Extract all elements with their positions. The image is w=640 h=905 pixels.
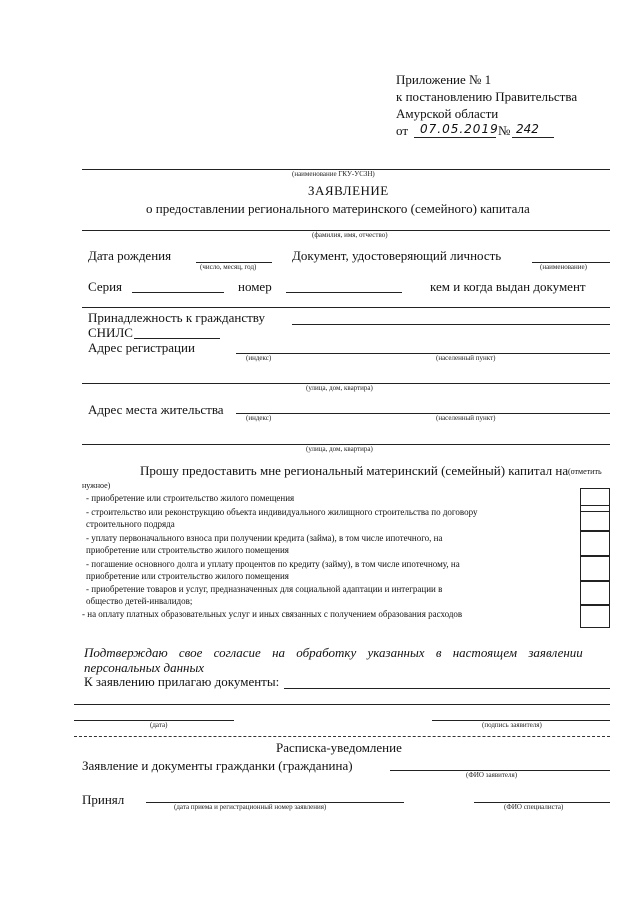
- residence-address-label: Адрес места жительства: [88, 402, 224, 417]
- checkbox-down-payment[interactable]: [580, 530, 610, 557]
- consent-line-1: Подтверждаю свое согласие на обработку указанных в настоящем заявлении: [84, 645, 583, 660]
- identity-doc-label: Документ, удостоверяющий личность: [292, 248, 502, 263]
- doc-name-caption: (наименование): [540, 263, 587, 271]
- number-label: номер: [238, 279, 272, 294]
- number-sign: №: [498, 123, 511, 138]
- option-loan-repayment-cont: приобретение или строительство жилого помещения: [86, 571, 289, 581]
- series-line: [132, 292, 224, 293]
- option-disabled-children-cont: общество детей-инвалидов;: [86, 596, 193, 606]
- citizenship-label: Принадлежность к гражданству: [88, 310, 265, 325]
- option-disabled-children: - приобретение товаров и услуг, предназначенных для социальной адаптации и интеграции в: [86, 584, 443, 594]
- accepted-label: Принял: [82, 792, 125, 807]
- checkbox-education[interactable]: [580, 604, 610, 628]
- request-note-end: нужное): [82, 481, 111, 490]
- reg-index-line: [236, 353, 610, 354]
- option-down-payment-cont: приобретение или строительство жилого помещения: [86, 545, 289, 555]
- res-index-line: [236, 413, 610, 414]
- organization-caption: (наименование ГКУ-УСЗН): [292, 170, 375, 178]
- signature-caption: (подпись заявителя): [482, 721, 542, 729]
- res-index-caption: (индекс): [246, 414, 272, 422]
- accept-date-caption: (дата приема и регистрационный номер заявления): [174, 803, 327, 811]
- receipt-docs-line: Заявление и документы гражданки (гражданина): [82, 758, 353, 773]
- option-construction: - строительство или реконструкцию объекта индивидуального жилищного строительства по договору: [86, 507, 478, 517]
- snils-label: СНИЛС: [88, 325, 133, 340]
- specialist-fio-caption: (ФИО специалиста): [504, 803, 564, 811]
- number-line: [286, 292, 402, 293]
- attachments-line-2: [74, 704, 610, 705]
- option-construction-cont: строительного подряда: [86, 519, 175, 529]
- resolution-number: 242: [516, 122, 539, 136]
- issued-by-label: кем и когда выдан документ: [430, 279, 586, 294]
- series-label: Серия: [88, 279, 123, 294]
- number-underline: [512, 137, 554, 138]
- birth-date-label: Дата рождения: [88, 248, 172, 263]
- resolution-line: к постановлению Правительства: [396, 89, 578, 104]
- res-street-caption: (улица, дом, квартира): [306, 445, 373, 453]
- attachments-line-1: [284, 688, 610, 689]
- reg-street-caption: (улица, дом, квартира): [306, 384, 373, 392]
- date-caption: (дата): [150, 721, 168, 729]
- applicant-fio-caption: (ФИО заявителя): [466, 771, 518, 779]
- issued-by-line: [82, 307, 610, 308]
- cut-line: [74, 736, 610, 737]
- reg-index-caption: (индекс): [246, 354, 272, 362]
- receipt-title: Расписка-уведомление: [276, 740, 402, 755]
- snils-line: [134, 338, 220, 339]
- date-prefix: от: [396, 123, 409, 138]
- reg-locality-caption: (населенный пункт): [436, 354, 496, 362]
- form-subtitle: о предоставлении регионального материнского (семейного) капитала: [146, 201, 530, 216]
- option-down-payment: - уплату первоначального взноса при получении кредита (займа), в том числе ипотечного, на: [86, 533, 443, 543]
- option-education: - на оплату платных образовательных услуг и иных связанных с получением образования расходов: [82, 609, 463, 619]
- citizenship-line: [292, 324, 610, 325]
- checkbox-loan-repayment[interactable]: [580, 555, 610, 582]
- checkbox-disabled-children[interactable]: [580, 580, 610, 606]
- consent-line-2: персональных данных: [84, 660, 205, 675]
- date-underline: [414, 137, 496, 138]
- checkbox-construction[interactable]: [580, 505, 610, 532]
- region-line: Амурской области: [396, 106, 499, 121]
- option-purchase-housing: - приобретение или строительство жилого помещения: [86, 493, 295, 503]
- request-note-start: (отметить: [568, 467, 602, 476]
- resolution-date: 07.05.2019: [420, 122, 499, 136]
- request-text: Прошу предоставить мне региональный материнский (семейный) капитал на: [140, 463, 569, 478]
- birth-date-caption: (число, месяц, год): [200, 263, 257, 271]
- attachments-label: К заявлению прилагаю документы:: [84, 674, 280, 689]
- form-title: ЗАЯВЛЕНИЕ: [308, 183, 389, 198]
- reg-address-label: Адрес регистрации: [88, 340, 195, 355]
- option-loan-repayment: - погашение основного долга и уплату процентов по кредиту (займу), в том числе ипотечному, на: [86, 559, 460, 569]
- appendix-title: Приложение № 1: [396, 72, 492, 87]
- fio-caption: (фамилия, имя, отчество): [312, 231, 388, 239]
- res-locality-caption: (населенный пункт): [436, 414, 496, 422]
